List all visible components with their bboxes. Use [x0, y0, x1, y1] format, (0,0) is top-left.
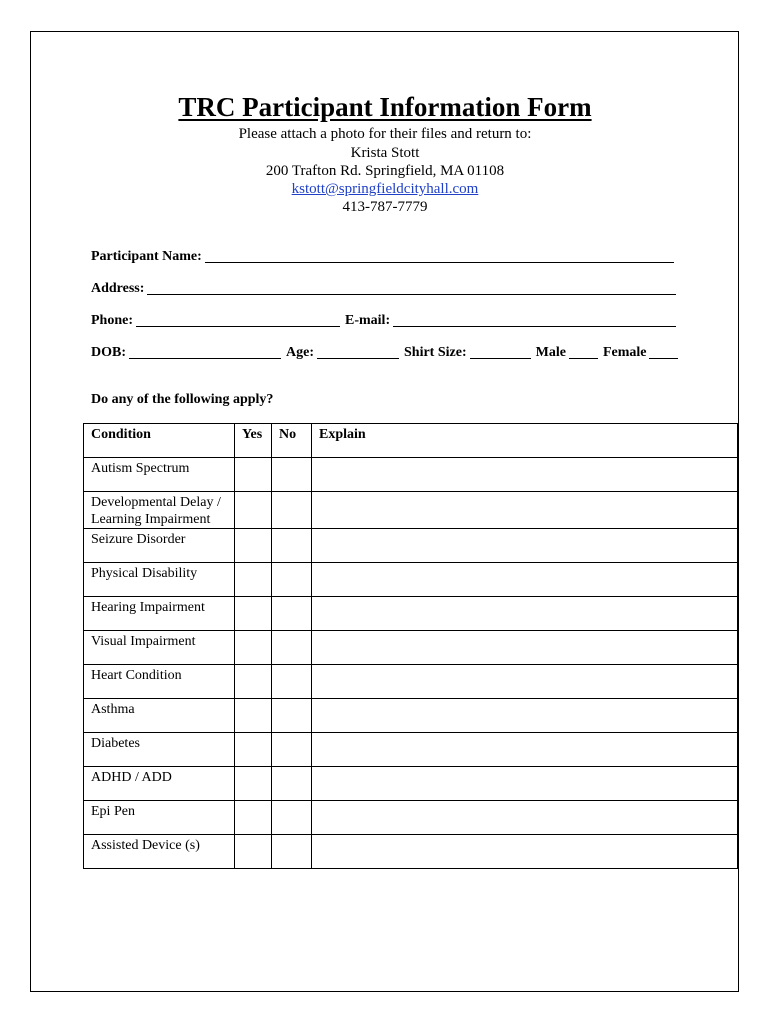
dob-age-shirt-row	[91, 341, 681, 361]
address-field[interactable]	[147, 280, 676, 295]
condition-label: ADHD / ADD	[84, 767, 235, 801]
table-row	[84, 733, 738, 767]
age-field[interactable]	[317, 344, 399, 359]
condition-label: Seizure Disorder	[84, 529, 235, 563]
yes-cell[interactable]	[235, 733, 272, 767]
yes-cell[interactable]	[235, 767, 272, 801]
condition-label: Epi Pen	[84, 801, 235, 835]
yes-cell[interactable]	[235, 835, 272, 869]
table-row	[84, 767, 738, 801]
table-row	[84, 801, 738, 835]
conditions-question: Do any of the following apply?	[91, 392, 274, 407]
no-cell[interactable]	[272, 665, 312, 699]
conditions-table	[83, 423, 738, 869]
no-cell[interactable]	[272, 801, 312, 835]
contact-address: 200 Trafton Rd. Springfield, MA 01108	[265, 163, 505, 179]
header-condition: Condition	[84, 424, 235, 458]
male-label: Male	[535, 345, 566, 360]
condition-label: Asthma	[84, 699, 235, 733]
email-label: E-mail:	[345, 313, 391, 328]
explain-cell[interactable]	[312, 733, 738, 767]
form-title: TRC Participant Information Form	[178, 92, 592, 122]
explain-cell[interactable]	[312, 767, 738, 801]
dob-field[interactable]	[129, 344, 281, 359]
no-cell[interactable]	[272, 529, 312, 563]
condition-label: Physical Disability	[84, 563, 235, 597]
explain-cell[interactable]	[312, 835, 738, 869]
header-yes: Yes	[235, 424, 272, 458]
table-row	[84, 458, 738, 492]
no-cell[interactable]	[272, 563, 312, 597]
no-cell[interactable]	[272, 835, 312, 869]
table-row	[84, 665, 738, 699]
contact-name: Krista Stott	[350, 145, 420, 161]
table-row	[84, 492, 738, 529]
return-instruction: Please attach a photo for their files and return to:	[238, 126, 532, 142]
condition-label: Assisted Device (s)	[84, 835, 235, 869]
contact-phone: 413-787-7779	[342, 199, 428, 215]
condition-label: Visual Impairment	[84, 631, 235, 665]
table-header-row	[84, 424, 738, 458]
header-explain: Explain	[312, 424, 738, 458]
table-row	[84, 631, 738, 665]
yes-cell[interactable]	[235, 597, 272, 631]
explain-cell[interactable]	[312, 801, 738, 835]
address-row	[91, 277, 681, 297]
table-row	[84, 529, 738, 563]
shirt-size-label: Shirt Size:	[404, 345, 467, 360]
explain-cell[interactable]	[312, 597, 738, 631]
email-field[interactable]	[393, 312, 676, 327]
female-label: Female	[602, 345, 647, 360]
condition-label: Diabetes	[84, 733, 235, 767]
shirt-size-field[interactable]	[470, 344, 531, 359]
no-cell[interactable]	[272, 492, 312, 529]
male-field[interactable]	[569, 344, 598, 359]
female-field[interactable]	[649, 344, 678, 359]
contact-email-row	[0, 181, 770, 198]
explain-cell[interactable]	[312, 631, 738, 665]
yes-cell[interactable]	[235, 529, 272, 563]
yes-cell[interactable]	[235, 458, 272, 492]
participant-name-field[interactable]	[205, 248, 674, 263]
table-row	[84, 835, 738, 869]
condition-label: Developmental Delay / Learning Impairment	[84, 492, 235, 529]
explain-cell[interactable]	[312, 458, 738, 492]
age-label: Age:	[286, 345, 314, 360]
yes-cell[interactable]	[235, 631, 272, 665]
participant-name-label: Participant Name:	[91, 249, 202, 264]
explain-cell[interactable]	[312, 699, 738, 733]
table-row	[84, 563, 738, 597]
condition-label: Hearing Impairment	[84, 597, 235, 631]
no-cell[interactable]	[272, 699, 312, 733]
phone-field[interactable]	[136, 312, 340, 327]
participant-name-row	[91, 245, 681, 265]
condition-label: Autism Spectrum	[84, 458, 235, 492]
phone-label: Phone:	[91, 313, 133, 328]
contact-email-link[interactable]: kstott@springfieldcityhall.com	[291, 181, 479, 197]
no-cell[interactable]	[272, 597, 312, 631]
yes-cell[interactable]	[235, 699, 272, 733]
phone-email-row	[91, 309, 681, 329]
explain-cell[interactable]	[312, 492, 738, 529]
explain-cell[interactable]	[312, 665, 738, 699]
condition-label: Heart Condition	[84, 665, 235, 699]
no-cell[interactable]	[272, 458, 312, 492]
no-cell[interactable]	[272, 767, 312, 801]
explain-cell[interactable]	[312, 563, 738, 597]
yes-cell[interactable]	[235, 665, 272, 699]
yes-cell[interactable]	[235, 801, 272, 835]
no-cell[interactable]	[272, 631, 312, 665]
yes-cell[interactable]	[235, 563, 272, 597]
header-no: No	[272, 424, 312, 458]
yes-cell[interactable]	[235, 492, 272, 529]
table-row	[84, 597, 738, 631]
explain-cell[interactable]	[312, 529, 738, 563]
no-cell[interactable]	[272, 733, 312, 767]
table-row	[84, 699, 738, 733]
dob-label: DOB:	[91, 345, 126, 360]
address-label: Address:	[91, 281, 145, 296]
